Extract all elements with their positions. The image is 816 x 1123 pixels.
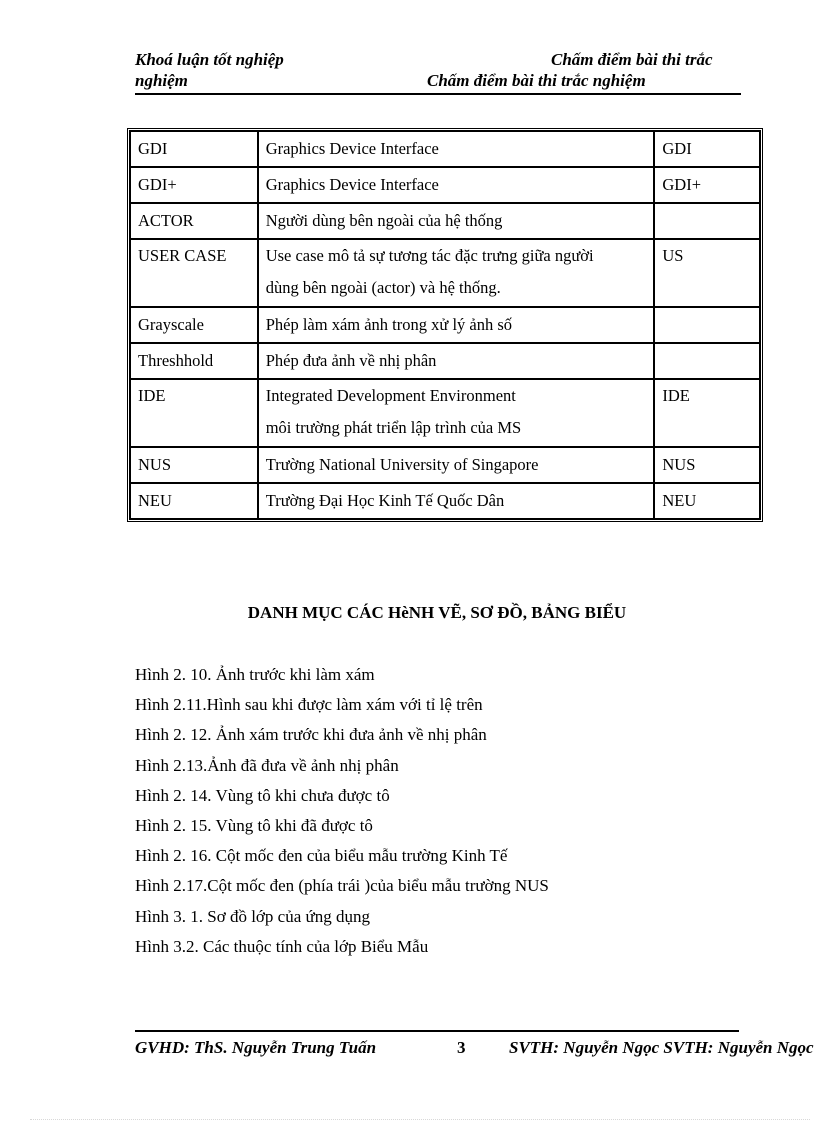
figure-list-title: DANH MỤC CÁC HèNH VẼ, SƠ ĐỒ, BẢNG BIỂU xyxy=(247,603,627,622)
footer-supervisor: GVHD: ThS. Nguyễn Trung Tuấn xyxy=(135,1038,377,1057)
abbr-meaning-line: Phép đưa ảnh về nhị phân xyxy=(265,351,437,370)
abbr-meaning-line: dùng bên ngoài (actor) và hệ thống. xyxy=(265,278,501,297)
abbr-meaning-line: Graphics Device Interface xyxy=(265,139,439,158)
page-edge-divider xyxy=(30,1119,810,1120)
abbr-term: IDE xyxy=(130,379,258,447)
abbr-meaning xyxy=(258,343,655,379)
list-item: Hình 2. 14. Vùng tô khi chưa được tô xyxy=(135,785,390,805)
list-item: Hình 2. 16. Cột mốc đen của biểu mẫu trường Kinh Tế xyxy=(135,846,508,866)
footer-rule xyxy=(135,1030,739,1032)
list-item: Hình 3. 1. Sơ đồ lớp của ứng dụng xyxy=(135,906,370,926)
abbr-meaning-line: Graphics Device Interface xyxy=(265,175,439,194)
figure-list xyxy=(135,662,549,964)
abbr-short xyxy=(654,343,760,379)
abbr-short xyxy=(654,307,760,343)
abbr-short: IDE xyxy=(654,379,760,447)
abbr-short: GDI+ xyxy=(654,167,760,203)
abbr-short xyxy=(654,203,760,239)
abbr-meaning xyxy=(258,131,655,167)
abbr-meaning xyxy=(258,167,655,203)
abbr-term: NEU xyxy=(130,483,258,519)
abbr-meaning-line: Phép làm xám ảnh trong xử lý ảnh số xyxy=(265,315,513,334)
abbr-meaning-line: Trường Đại Học Kinh Tế Quốc Dân xyxy=(265,491,505,510)
header-title-left: Khoá luận tốt nghiệp xyxy=(135,50,284,69)
abbr-meaning-line: môi trường phát triển lập trình của MS xyxy=(265,418,522,437)
abbr-short: NEU xyxy=(654,483,760,519)
header-title-left-cont: nghiệm xyxy=(135,71,188,90)
abbr-term: USER CASE xyxy=(130,239,258,307)
table-row xyxy=(130,379,760,447)
header-subtitle-right: Chấm điểm bài thi trắc nghiệm xyxy=(427,71,646,90)
abbr-meaning xyxy=(258,447,655,483)
abbr-meaning xyxy=(258,307,655,343)
page-number: 3 xyxy=(457,1038,466,1057)
table-row xyxy=(130,483,760,519)
abbr-short: US xyxy=(654,239,760,307)
abbreviation-table xyxy=(127,128,763,522)
table-row xyxy=(130,131,760,167)
list-item: Hình 2. 15. Vùng tô khi đã được tô xyxy=(135,815,373,835)
abbr-term: GDI+ xyxy=(130,167,258,203)
abbr-meaning-line: Use case mô tả sự tương tác đặc trưng giữa người xyxy=(265,246,594,265)
abbr-term: Threshhold xyxy=(130,343,258,379)
header-rule xyxy=(135,93,741,95)
abbr-term: GDI xyxy=(130,131,258,167)
list-item: Hình 2.13.Ảnh đã đưa về ảnh nhị phân xyxy=(135,755,399,775)
abbr-short: GDI xyxy=(654,131,760,167)
table-row xyxy=(130,447,760,483)
list-item: Hình 2.11.Hình sau khi được làm xám với tỉ lệ trên xyxy=(135,695,483,715)
abbr-term: NUS xyxy=(130,447,258,483)
abbr-meaning xyxy=(258,379,655,447)
abbr-term: Grayscale xyxy=(130,307,258,343)
abbr-meaning-line: Integrated Development Environment xyxy=(265,386,516,405)
list-item: Hình 2.17.Cột mốc đen (phía trái )của biểu mẫu trường NUS xyxy=(135,876,549,896)
footer-student: SVTH: Nguyễn Ngọc SVTH: Nguyễn Ngọc xyxy=(509,1038,814,1057)
table-row xyxy=(130,307,760,343)
header-title-right: Chấm điểm bài thi trắc xyxy=(551,50,713,69)
list-item: Hình 2. 12. Ảnh xám trước khi đưa ảnh về nhị phân xyxy=(135,725,487,745)
list-item: Hình 2. 10. Ảnh trước khi làm xám xyxy=(135,665,375,684)
list-item: Hình 3.2. Các thuộc tính của lớp Biểu Mẫu xyxy=(135,936,429,956)
abbr-meaning-line: Trường National University of Singapore xyxy=(265,455,539,474)
abbr-meaning xyxy=(258,483,655,519)
table-row xyxy=(130,167,760,203)
abbr-term: ACTOR xyxy=(130,203,258,239)
abbr-meaning xyxy=(258,239,655,307)
table-row xyxy=(130,343,760,379)
table-row xyxy=(130,239,760,307)
table-row xyxy=(130,203,760,239)
abbr-meaning xyxy=(258,203,655,239)
abbr-meaning-line: Người dùng bên ngoài của hệ thống xyxy=(265,211,503,230)
abbr-short: NUS xyxy=(654,447,760,483)
